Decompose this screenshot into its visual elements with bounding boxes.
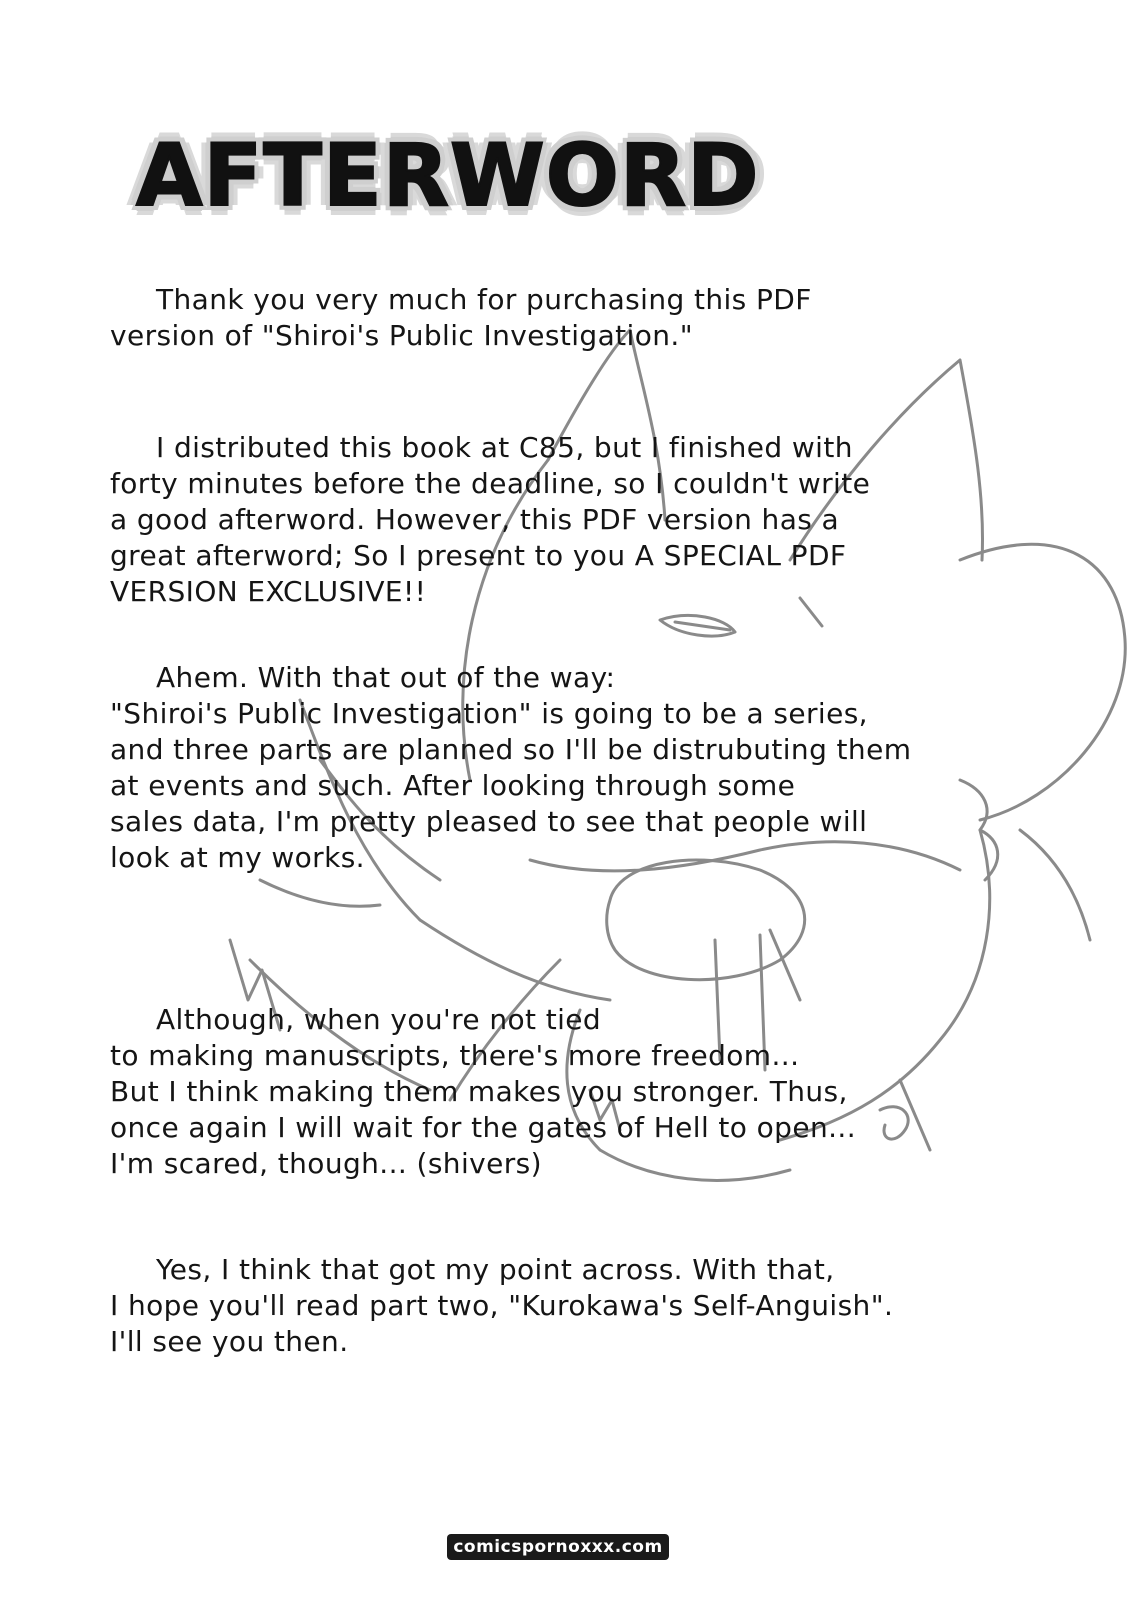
paragraph-line: I distributed this book at C85, but I finished with bbox=[156, 431, 853, 464]
paragraph-line: I'll see you then. bbox=[110, 1325, 349, 1358]
paragraph-line: great afterword; So I present to you A SPECIAL PDF bbox=[110, 539, 847, 572]
page-title: AFTERWORD bbox=[136, 126, 760, 226]
paragraph-line: VERSION EXCLUSIVE!! bbox=[110, 575, 427, 608]
paragraph-line: I'm scared, though... (shivers) bbox=[110, 1147, 542, 1180]
paragraph-freedom bbox=[110, 1002, 970, 1182]
paragraph-line: Although, when you're not tied bbox=[156, 1003, 602, 1036]
paragraph-line: "Shiroi's Public Investigation" is going to be a series, bbox=[110, 697, 868, 730]
paragraph-line: Thank you very much for purchasing this PDF bbox=[156, 283, 812, 316]
paragraph-line: look at my works. bbox=[110, 841, 365, 874]
paragraph-line: and three parts are planned so I'll be distrubuting them bbox=[110, 733, 912, 766]
title-banner bbox=[118, 118, 760, 228]
paragraph-line: version of "Shiroi's Public Investigation." bbox=[110, 319, 693, 352]
paragraph-closing bbox=[110, 1252, 970, 1360]
paragraph-line: to making manuscripts, there's more freedom... bbox=[110, 1039, 800, 1072]
paragraph-line: But I think making them makes you stronger. Thus, bbox=[110, 1075, 848, 1108]
paragraph-line: once again I will wait for the gates of Hell to open... bbox=[110, 1111, 857, 1144]
paragraph-thanks bbox=[110, 282, 970, 354]
paragraph-line: Ahem. With that out of the way: bbox=[156, 661, 616, 694]
paragraph-line: a good afterword. However, this PDF version has a bbox=[110, 503, 840, 536]
site-watermark: comicspornoxxx.com bbox=[447, 1534, 669, 1560]
paragraph-line: sales data, I'm pretty pleased to see that people will bbox=[110, 805, 868, 838]
paragraph-line: at events and such. After looking through some bbox=[110, 769, 796, 802]
paragraph-distribution bbox=[110, 430, 970, 610]
paragraph-series bbox=[110, 660, 970, 876]
paragraph-line: Yes, I think that got my point across. With that, bbox=[156, 1253, 835, 1286]
paragraph-line: I hope you'll read part two, "Kurokawa's Self-Anguish". bbox=[110, 1289, 894, 1322]
paragraph-line: forty minutes before the deadline, so I couldn't write bbox=[110, 467, 871, 500]
